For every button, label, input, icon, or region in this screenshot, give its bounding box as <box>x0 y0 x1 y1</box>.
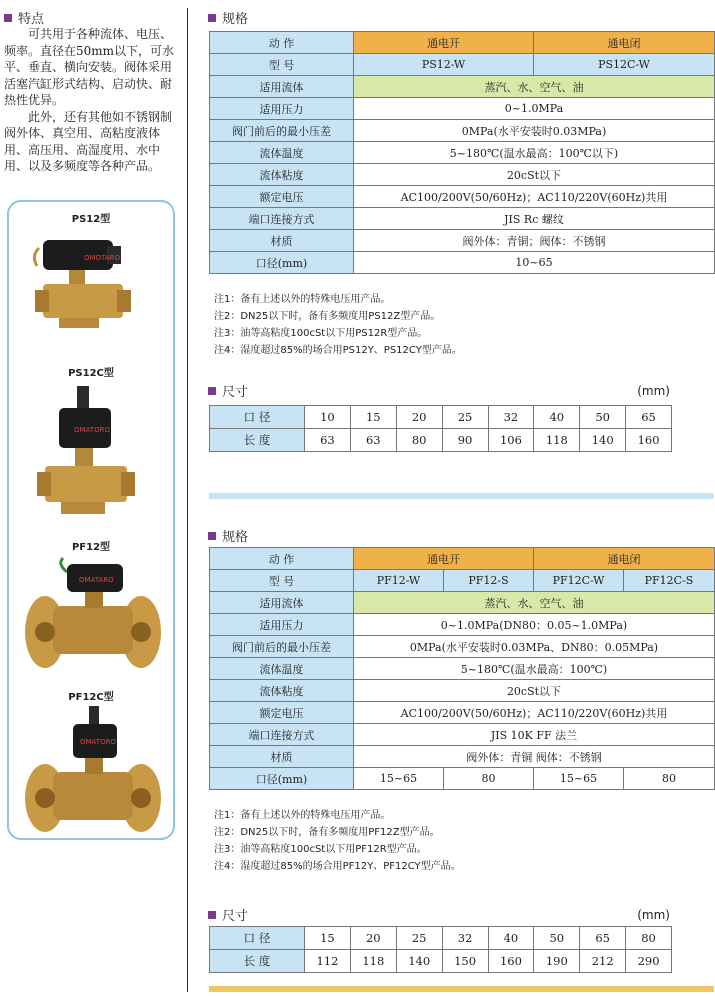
dim2-length-cell: 160 <box>488 950 534 973</box>
product-label-ps12: PS12型 <box>71 214 111 225</box>
table-row <box>210 406 672 429</box>
spec2-row-value: 0MPa(水平安装时0.03MPa、DN80：0.05MPa) <box>354 636 715 658</box>
spec1-notes <box>214 291 462 359</box>
spec1-model-open: PS12-W <box>354 54 534 76</box>
dim1-length-cell: 118 <box>534 429 580 452</box>
spec2-row-value: 5~180℃(温水最高：100℃) <box>354 658 715 680</box>
dim1-unit: (mm) <box>637 383 670 398</box>
dim1-diameter-cell: 32 <box>488 406 534 429</box>
product-label-pf12: PF12型 <box>71 542 111 553</box>
spec1-row-label: 适用压力 <box>210 98 354 120</box>
dim2-length-cell: 140 <box>396 950 442 973</box>
spec2-note: 注2：DN25以下时，备有多频度用PF12Z型产品。 <box>214 827 440 838</box>
product-images-frame <box>7 200 175 840</box>
spec2-title: 规格 <box>222 530 249 545</box>
spec2-row-value: 阀外体：青铜 阀体：不锈钢 <box>354 746 715 768</box>
spec2-notes <box>214 807 461 875</box>
ps12-brand-text: OMOTARO <box>84 254 120 262</box>
spec1-row-value: AC100/200V(50/60Hz)；AC110/220V(60Hz)共用 <box>354 186 715 208</box>
table-row <box>210 746 715 768</box>
dim2-diameter-cell: 80 <box>626 927 672 950</box>
dim1-length-cell: 63 <box>305 429 351 452</box>
dim1-diameter-label: 口 径 <box>210 406 305 429</box>
table-row <box>210 208 715 230</box>
spec2-close-header: 通电闭 <box>534 548 715 570</box>
spec1-row-value: 阀外体：青铜；阀体：不锈钢 <box>354 230 715 252</box>
spec2-note: 注4：湿度超过85%的场合用PF12Y、PF12CY型产品。 <box>214 861 461 872</box>
table-row <box>210 186 715 208</box>
table-row <box>210 32 715 54</box>
dim2-diameter-cell: 32 <box>442 927 488 950</box>
table-row <box>210 252 715 274</box>
product-label-ps12c: PS12C型 <box>68 368 114 379</box>
features-paragraph-1: 可共用于各种流体、电压、频率。直径在50mm以下，可水平、垂直、横向安装。阀体采用活塞汽缸形式结构、启动快、耐热性优异。 <box>4 27 175 107</box>
pf12c-brand-text: OMATORO <box>80 738 116 746</box>
features-paragraph-2: 此外，还有其他如不锈钢制阀外体、真空用、高粘度液体用、高压用、高湿度用、水中用、以及多频度等各种产品。 <box>4 109 173 173</box>
spec2-heading <box>208 526 670 545</box>
dim1-diameter-cell: 50 <box>580 406 626 429</box>
spec2-row-label: 流体温度 <box>210 658 354 680</box>
dim2-length-cell: 118 <box>350 950 396 973</box>
spec1-row-value: 0~1.0MPa <box>354 98 715 120</box>
dim1-diameter-cell: 65 <box>626 406 672 429</box>
dim2-diameter-label: 口 径 <box>210 927 305 950</box>
dim2-diameter-cell: 20 <box>350 927 396 950</box>
spec2-row-label: 材质 <box>210 746 354 768</box>
spec2-row-label: 流体粘度 <box>210 680 354 702</box>
dim2-length-cell: 150 <box>442 950 488 973</box>
spec1-action-label: 动 作 <box>210 32 354 54</box>
table-row <box>210 120 715 142</box>
table-row <box>210 724 715 746</box>
spec1-model-label: 型 号 <box>210 54 354 76</box>
column-divider <box>187 8 188 992</box>
spec1-heading <box>208 8 670 27</box>
table-row <box>210 680 715 702</box>
table-row <box>210 927 672 950</box>
dim1-diameter-cell: 10 <box>305 406 351 429</box>
spec2-row-value: 蒸汽、水、空气、油 <box>354 592 715 614</box>
spec1-note: 注3：油等高粘度100cSt以下用PS12R型产品。 <box>214 328 428 339</box>
table-row <box>210 592 715 614</box>
dim2-heading <box>208 905 670 924</box>
table-row <box>210 702 715 724</box>
bullet-square-icon <box>208 387 216 395</box>
table-row <box>210 768 715 790</box>
spec2-row-label: 额定电压 <box>210 702 354 724</box>
dim2-unit: (mm) <box>637 907 670 922</box>
spec1-row-label: 材质 <box>210 230 354 252</box>
ps12c-brand-text: OMATORO <box>74 426 110 434</box>
spec1-note: 注1：备有上述以外的特殊电压用产品。 <box>214 294 391 305</box>
ps12c-valve-image <box>29 382 154 527</box>
spec2-model: PF12-S <box>444 570 534 592</box>
spec1-row-value: 蒸汽、水、空气、油 <box>354 76 715 98</box>
dim2-diameter-cell: 25 <box>396 927 442 950</box>
dim1-length-cell: 160 <box>626 429 672 452</box>
spec1-row-label: 流体温度 <box>210 142 354 164</box>
spec2-note: 注3：油等高粘度100cSt以下用PF12R型产品。 <box>214 844 427 855</box>
dim1-diameter-cell: 20 <box>396 406 442 429</box>
spec2-table <box>209 547 715 790</box>
spec2-model: PF12C-W <box>534 570 624 592</box>
bullet-square-icon <box>208 14 216 22</box>
dim2-diameter-cell: 50 <box>534 927 580 950</box>
features-title: 特点 <box>18 12 45 27</box>
table-row <box>210 614 715 636</box>
dim2-diameter-cell: 15 <box>305 927 351 950</box>
spec1-title: 规格 <box>222 12 249 27</box>
features-heading <box>4 8 44 27</box>
dim1-length-label: 长 度 <box>210 429 305 452</box>
dim2-length-label: 长 度 <box>210 950 305 973</box>
spec1-row-label: 流体粘度 <box>210 164 354 186</box>
spec2-row-label: 端口连接方式 <box>210 724 354 746</box>
spec2-row-label: 适用压力 <box>210 614 354 636</box>
dim1-table <box>209 405 672 452</box>
spec1-row-value: 5~180℃(温水最高：100℃以下) <box>354 142 715 164</box>
spec2-row-label: 阀门前后的最小压差 <box>210 636 354 658</box>
table-row <box>210 230 715 252</box>
spec2-action-label: 动 作 <box>210 548 354 570</box>
ps12-valve-image <box>29 226 154 346</box>
spec1-note: 注4：湿度超过85%的场合用PS12Y、PS12CY型产品。 <box>214 345 462 356</box>
dim1-diameter-cell: 25 <box>442 406 488 429</box>
spec2-size-cell: 80 <box>624 768 715 790</box>
dim2-table <box>209 926 672 973</box>
spec1-row-value: 0MPa(水平安装时0.03MPa) <box>354 120 715 142</box>
dim1-diameter-cell: 15 <box>350 406 396 429</box>
dim2-length-cell: 190 <box>534 950 580 973</box>
spec1-table <box>209 31 715 274</box>
spec1-row-label: 适用流体 <box>210 76 354 98</box>
dim1-title: 尺寸 <box>222 385 249 400</box>
dim1-heading <box>208 381 670 400</box>
spec2-size-label: 口径(mm) <box>210 768 354 790</box>
spec2-row-label: 适用流体 <box>210 592 354 614</box>
table-row <box>210 636 715 658</box>
spec1-close-header: 通电闭 <box>534 32 715 54</box>
section-divider-bar <box>209 493 714 499</box>
dim2-diameter-cell: 40 <box>488 927 534 950</box>
spec2-row-value: AC100/200V(50/60Hz)；AC110/220V(60Hz)共用 <box>354 702 715 724</box>
pf12-brand-text: OMATARO <box>79 576 114 584</box>
table-row <box>210 98 715 120</box>
dim1-length-cell: 90 <box>442 429 488 452</box>
spec2-size-cell: 15~65 <box>534 768 624 790</box>
pf12-valve-image <box>23 554 163 674</box>
table-row <box>210 570 715 592</box>
bullet-square-icon <box>208 532 216 540</box>
dim1-diameter-cell: 40 <box>534 406 580 429</box>
product-label-pf12c: PF12C型 <box>68 692 114 703</box>
spec2-model-label: 型 号 <box>210 570 354 592</box>
dim2-length-cell: 112 <box>305 950 351 973</box>
spec2-size-cell: 15~65 <box>354 768 444 790</box>
spec2-row-value: JIS 10K FF 法兰 <box>354 724 715 746</box>
dim1-length-cell: 106 <box>488 429 534 452</box>
dim1-length-cell: 140 <box>580 429 626 452</box>
bullet-square-icon <box>208 911 216 919</box>
spec2-open-header: 通电开 <box>354 548 534 570</box>
dim1-length-cell: 63 <box>350 429 396 452</box>
table-row <box>210 164 715 186</box>
dim1-length-cell: 80 <box>396 429 442 452</box>
spec2-row-value: 20cSt以下 <box>354 680 715 702</box>
table-row <box>210 548 715 570</box>
spec2-note: 注1：备有上述以外的特殊电压用产品。 <box>214 810 391 821</box>
dim2-length-cell: 212 <box>580 950 626 973</box>
dim2-title: 尺寸 <box>222 909 249 924</box>
table-row <box>210 54 715 76</box>
spec1-open-header: 通电开 <box>354 32 534 54</box>
spec1-row-label: 端口连接方式 <box>210 208 354 230</box>
table-row <box>210 429 672 452</box>
dim2-length-cell: 290 <box>626 950 672 973</box>
spec1-row-value: 10~65 <box>354 252 715 274</box>
spec2-model: PF12C-S <box>624 570 715 592</box>
bullet-square-icon <box>4 14 12 22</box>
spec2-size-cell: 80 <box>444 768 534 790</box>
spec1-row-label: 额定电压 <box>210 186 354 208</box>
table-row <box>210 142 715 164</box>
spec1-row-label: 阀门前后的最小压差 <box>210 120 354 142</box>
bottom-divider-bar <box>209 986 714 992</box>
spec1-model-close: PS12C-W <box>534 54 715 76</box>
table-row <box>210 950 672 973</box>
spec1-row-label: 口径(mm) <box>210 252 354 274</box>
dim2-diameter-cell: 65 <box>580 927 626 950</box>
pf12c-valve-image <box>23 704 163 834</box>
table-row <box>210 658 715 680</box>
spec2-model: PF12-W <box>354 570 444 592</box>
features-text <box>4 26 176 175</box>
spec1-row-value: 20cSt以下 <box>354 164 715 186</box>
spec2-row-value: 0~1.0MPa(DN80：0.05~1.0MPa) <box>354 614 715 636</box>
spec1-row-value: JIS Rc 螺纹 <box>354 208 715 230</box>
table-row <box>210 76 715 98</box>
spec1-note: 注2：DN25以下时，备有多频度用PS12Z型产品。 <box>214 311 441 322</box>
